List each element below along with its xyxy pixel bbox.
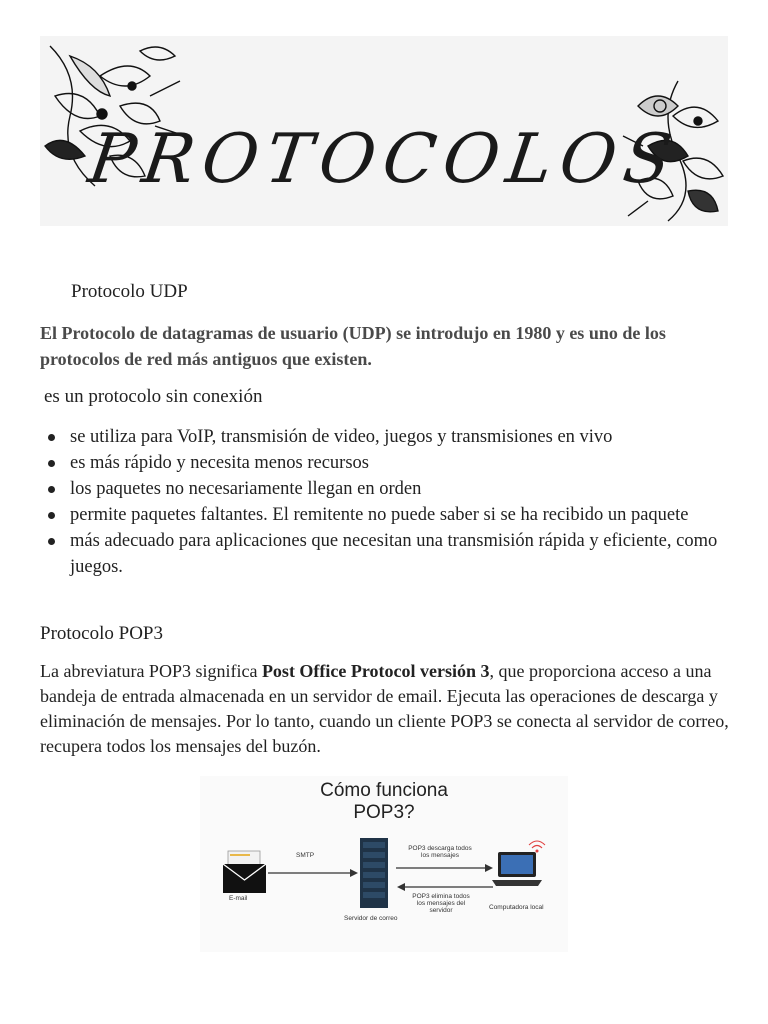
delete-label-line3: servidor (429, 907, 453, 914)
list-item: los paquetes no necesariamente llegan en orden (40, 476, 730, 502)
udp-heading: Protocolo UDP (71, 281, 188, 302)
email-label: E-mail (229, 895, 248, 902)
list-item: se utiliza para VoIP, transmisión de video, juegos y transmisiones en vivo (40, 424, 730, 450)
list-item: permite paquetes faltantes. El remitente no puede saber si se ha recibido un paquete (40, 502, 730, 528)
pop3-expansion: Post Office Protocol versión 3 (261, 661, 490, 681)
delete-label-line2: los mensajes del (416, 900, 466, 907)
list-item: es más rápido y necesita menos recursos (40, 450, 730, 476)
download-label-line2: los mensajes (421, 852, 459, 859)
udp-connectionless-text: es un protocolo sin conexión (44, 386, 263, 407)
laptop-icon (492, 841, 545, 886)
pop3-text-rest: , que proporciona acceso a una bandeja de entrada almacenada en un servidor de email. Ejecuta las operaciones de descarga y eliminación de mensajes. Por lo tanto, cuando un cliente POP3 se conecta al servidor de correo, recupera todos los mensajes del buzón. (40, 661, 729, 756)
pop3-paragraph (40, 659, 730, 759)
pop3-heading: Protocolo POP3 (40, 623, 163, 644)
udp-intro: El Protocolo de datagramas de usuario (UDP) se introdujo en 1980 y es uno de los protocolos de red más antiguos que existen. (40, 323, 666, 369)
smtp-label: SMTP (296, 852, 315, 859)
diagram-title-line1: Cómo funciona (320, 780, 448, 801)
diagram-title-line2: POP3? (353, 802, 415, 823)
download-label-line1: POP3 descarga todos (408, 845, 472, 852)
header-banner (40, 36, 728, 226)
server-icon (360, 838, 388, 908)
envelope-icon (223, 851, 266, 893)
udp-bullet-list (40, 424, 730, 580)
list-item: más adecuado para aplicaciones que necesitan una transmisión rápida y eficiente, como juegos. (40, 528, 730, 580)
delete-label (409, 893, 473, 914)
pop3-text-start: La abreviatura POP3 significa (40, 661, 262, 681)
delete-label-line1: POP3 elimina todos (412, 893, 470, 900)
download-label (405, 845, 475, 859)
server-label: Servidor de correo (344, 915, 398, 922)
banner-title: PROTOCOLOS (83, 120, 685, 199)
computer-label: Computadora local (489, 904, 544, 911)
diagram-graphics (200, 776, 568, 952)
pop3-diagram (200, 776, 568, 952)
